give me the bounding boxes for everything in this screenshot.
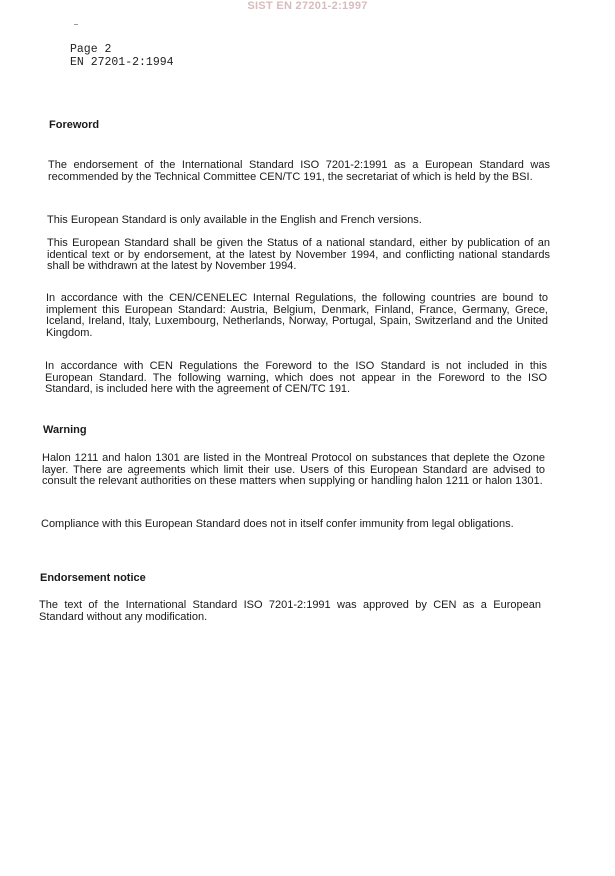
watermark: SIST EN 27201-2:1997 (247, 0, 368, 12)
foreword-paragraph-2: This European Standard is only available in the English and French versions. (47, 214, 422, 226)
warning-paragraph-1: Halon 1211 and halon 1301 are listed in the Montreal Protocol on substances that deplete the Ozone layer. There are agreements which limit their use. Users of this European Standard are advised to consult the relevant authorities on these matters when supplying or handling halon 1211 or halon 1301. (42, 452, 545, 488)
endorsement-heading: Endorsement notice (40, 572, 146, 584)
warning-paragraph-2: Compliance with this European Standard does not in itself confer immunity from legal obligations. (41, 518, 514, 530)
scan-speck (74, 24, 78, 25)
page-number: Page 2 (70, 43, 112, 56)
document-id: EN 27201-2:1994 (70, 56, 174, 69)
foreword-paragraph-3: This European Standard shall be given the Status of a national standard, either by publication of an identical text or by endorsement, at the latest by November 1994, and conflicting national standards shall be withdrawn at the latest by November 1994. (47, 237, 550, 273)
foreword-paragraph-4: In accordance with the CEN/CENELEC Internal Regulations, the following countries are bound to implement this European Standard: Austria, Belgium, Denmark, Finland, France, Germany, Grece, Iceland, Ireland, Italy, Luxembourg, Netherlands, Norway, Portugal, Spain, Switzerland and the United Kingdom. (46, 292, 548, 339)
page-header (70, 43, 174, 69)
foreword-paragraph-1: The endorsement of the International Standard ISO 7201-2:1991 as a European Standard was recommended by the Technical Committee CEN/TC 191, the secretariat of which is held by the BSI. (48, 159, 550, 183)
foreword-paragraph-5: In accordance with CEN Regulations the Foreword to the ISO Standard is not included in this European Standard. The following warning, which does not appear in the Foreword to the ISO Standard, is included here with the agreement of CEN/TC 191. (45, 360, 547, 396)
endorsement-paragraph: The text of the International Standard ISO 7201-2:1991 was approved by CEN as a European Standard without any modification. (39, 599, 541, 623)
warning-heading: Warning (43, 424, 87, 436)
foreword-heading: Foreword (49, 119, 100, 131)
